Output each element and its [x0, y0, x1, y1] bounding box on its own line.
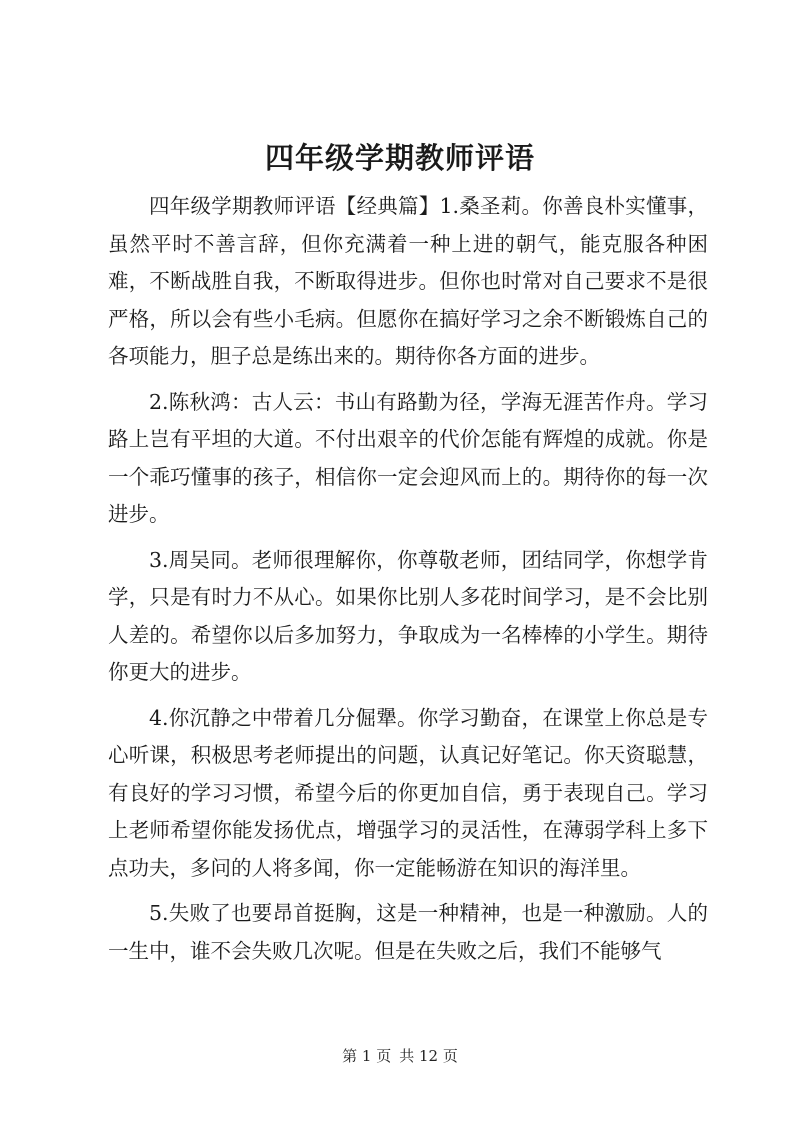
- page-footer: [0, 1046, 800, 1066]
- paragraph-4: 4.你沉静之中带着几分倔犟。你学习勤奋，在课堂上你总是专心听课，积极思考老师提出的问题，认真记好笔记。你天资聪慧，有良好的学习习惯，希望今后的你更加自信，勇于表现自己。学习上老师希望你能发扬优点，增强学习的灵活性，在薄弱学科上多下点功夫，多问的人将多闻，你一定能畅游在知识的海洋里。: [108, 705, 708, 880]
- paragraph-3: 3.周吴同。老师很理解你，你尊敬老师，团结同学，你想学肯学，只是有时力不从心。如果你比别人多花时间学习，是不会比别人差的。希望你以后多加努力，争取成为一名棒棒的小学生。期待你更大的进步。: [108, 547, 708, 684]
- page-total: 共 12 页: [399, 1047, 458, 1065]
- paragraph-5: 5.失败了也要昂首挺胸，这是一种精神，也是一种激励。人的一生中，谁不会失败几次呢。但是在失败之后，我们不能够气: [108, 901, 708, 963]
- page-number: 第 1 页: [342, 1047, 392, 1065]
- paragraph-1: 四年级学期教师评语【经典篇】1.桑圣莉。你善良朴实懂事，虽然平时不善言辞，但你充满着一种上进的朝气，能克服各种困难，不断战胜自我，不断取得进步。但你也时常对自己要求不是很严格，所以会有些小毛病。但愿你在搞好学习之余不断锻炼自己的各项能力，胆子总是练出来的。期待你各方面的进步。: [108, 194, 708, 368]
- document-body: [108, 188, 708, 970]
- document-title: 四年级学期教师评语: [264, 141, 535, 175]
- paragraph-2: 2.陈秋鸿：古人云：书山有路勤为径，学海无涯苦作舟。学习路上岂有平坦的大道。不付出艰辛的代价怎能有辉煌的成就。你是一个乖巧懂事的孩子，相信你一定会迎风而上的。期待你的每一次进步。: [108, 389, 708, 526]
